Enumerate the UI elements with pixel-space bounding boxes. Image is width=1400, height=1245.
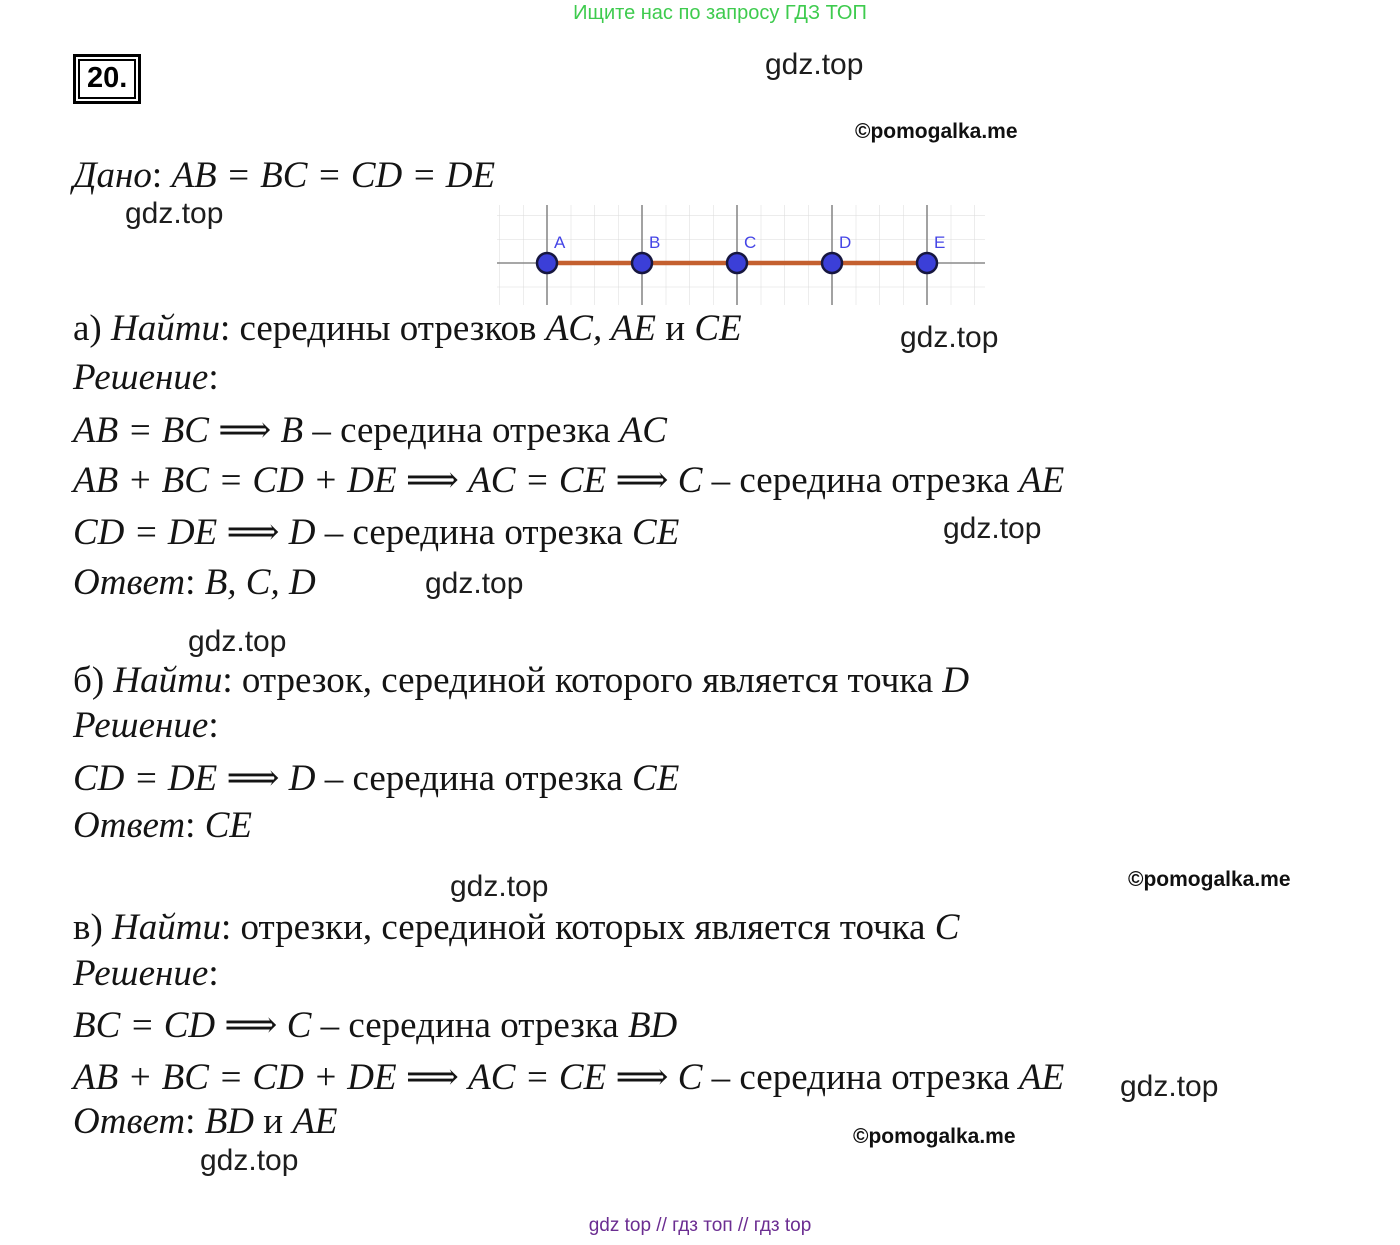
text-run: в) (73, 907, 113, 948)
text-run: Найти (112, 907, 221, 948)
text-run: AC = CE (468, 1057, 607, 1098)
text-run: : отрезок, серединой которого является точка (222, 660, 943, 701)
segment-figure-svg (497, 205, 985, 305)
point-label-d: D (839, 233, 852, 252)
text-run: : середины отрезков (219, 308, 546, 349)
gdz-watermark: gdz.top (125, 197, 224, 230)
text-run: C (934, 907, 960, 948)
text-run: – середина отрезка (303, 410, 620, 451)
point-label-b: B (649, 233, 661, 252)
text-run: AB = BC (73, 410, 209, 451)
gdz-watermark: gdz.top (943, 512, 1042, 545)
text-run: ⟹ (606, 1057, 678, 1098)
part-v-step-2 (73, 1059, 1064, 1098)
text-run: Ответ (73, 805, 186, 846)
text-run: Решение (73, 953, 209, 994)
text-run: : (208, 357, 219, 398)
footer-links: gdz top // гдз топ // гдз top (588, 1215, 812, 1236)
part-a-step-3 (73, 514, 679, 553)
text-run: BD (627, 1005, 678, 1046)
text-run: AB + BC = CD + DE (73, 1057, 397, 1098)
text-run: B (280, 410, 304, 451)
problem-number-box (73, 54, 141, 104)
text-run: – середина отрезка (702, 460, 1019, 501)
text-run: а) (73, 308, 111, 349)
gdz-watermark: gdz.top (450, 870, 549, 903)
text-run: C (677, 1057, 703, 1098)
text-run: и (254, 1101, 293, 1142)
text-run: ⟹ (208, 410, 281, 451)
text-run: Ответ (73, 1101, 186, 1142)
text-run: CE (632, 512, 680, 553)
point-label-c: C (744, 233, 757, 252)
part-b-solution-label (73, 707, 219, 746)
text-run: CD = DE (73, 758, 218, 799)
point-c (727, 253, 747, 273)
text-run: – середина отрезка (315, 758, 633, 799)
part-a-step-1 (73, 412, 667, 451)
point-e (917, 253, 937, 273)
gdz-watermark: gdz.top (765, 48, 864, 81)
text-run: Дано (73, 155, 152, 196)
text-run: CE (204, 805, 252, 846)
text-run: D (942, 660, 970, 701)
part-b-task (73, 662, 969, 701)
text-run: Найти (111, 308, 220, 349)
text-run: б) (73, 660, 114, 701)
part-a-answer (73, 564, 316, 603)
point-label-e: E (934, 233, 946, 252)
text-run: D (288, 758, 316, 799)
text-run: ⟹ (217, 512, 289, 553)
text-run: : (185, 562, 205, 603)
text-run: ⟹ (396, 460, 469, 501)
text-run: C (286, 1005, 312, 1046)
text-run: CD = DE (73, 512, 218, 553)
text-run: и (656, 308, 695, 349)
part-a-task (73, 310, 742, 349)
text-run: AE (292, 1101, 338, 1142)
text-run: Решение (73, 357, 209, 398)
text-run: D (288, 512, 316, 553)
text-run: AB = BC = CD = DE (171, 155, 496, 196)
problem-number: 20. (78, 59, 136, 99)
text-run: B, C, D (204, 562, 316, 603)
point-a (537, 253, 557, 273)
text-run: Ответ (73, 562, 186, 603)
text-run: AE (1018, 1057, 1065, 1098)
text-run: C (677, 460, 703, 501)
gdz-watermark: gdz.top (425, 567, 524, 600)
point-label-a: A (554, 233, 566, 252)
segment-figure (497, 205, 985, 305)
part-v-solution-label (73, 955, 219, 994)
text-run: AC = CE (468, 460, 607, 501)
text-run: ⟹ (217, 758, 289, 799)
part-v-step-1 (73, 1007, 677, 1046)
text-run: ⟹ (215, 1005, 287, 1046)
part-b-answer (73, 807, 252, 846)
gdz-watermark: gdz.top (188, 625, 287, 658)
gdz-watermark: gdz.top (200, 1144, 299, 1177)
pomogalka-watermark: ©pomogalka.me (1128, 868, 1291, 891)
part-a-step-2 (73, 462, 1064, 501)
text-run: CE (632, 758, 680, 799)
gdz-watermark: gdz.top (900, 321, 999, 354)
text-run: AE (1018, 460, 1065, 501)
text-run: BD (204, 1101, 255, 1142)
text-run: : (208, 705, 219, 746)
text-run: – середина отрезка (311, 1005, 628, 1046)
pomogalka-watermark: ©pomogalka.me (855, 120, 1018, 143)
part-v-task (73, 909, 959, 948)
text-run: – середина отрезка (315, 512, 633, 553)
part-b-step-1 (73, 760, 679, 799)
text-run: – середина отрезка (702, 1057, 1019, 1098)
text-run: AC (619, 410, 667, 451)
text-run: CE (694, 308, 742, 349)
pomogalka-watermark: ©pomogalka.me (853, 1125, 1016, 1148)
part-v-answer (73, 1103, 338, 1142)
part-a-solution-label (73, 359, 219, 398)
text-run: : (185, 805, 205, 846)
point-b (632, 253, 652, 273)
promo-header: Ищите нас по запросу ГДЗ ТОП (573, 2, 867, 24)
text-run: AB + BC = CD + DE (73, 460, 397, 501)
text-run: AC, AE (545, 308, 657, 349)
text-run: : (151, 155, 172, 196)
text-run: : (208, 953, 219, 994)
given-line (73, 157, 495, 196)
point-d (822, 253, 842, 273)
text-run: BC = CD (73, 1005, 216, 1046)
text-run: : отрезки, серединой которых является точка (221, 907, 935, 948)
text-run: ⟹ (606, 460, 678, 501)
text-run: ⟹ (396, 1057, 469, 1098)
gdz-watermark: gdz.top (1120, 1070, 1219, 1103)
text-run: : (185, 1101, 205, 1142)
text-run: Найти (113, 660, 223, 701)
text-run: Решение (73, 705, 209, 746)
